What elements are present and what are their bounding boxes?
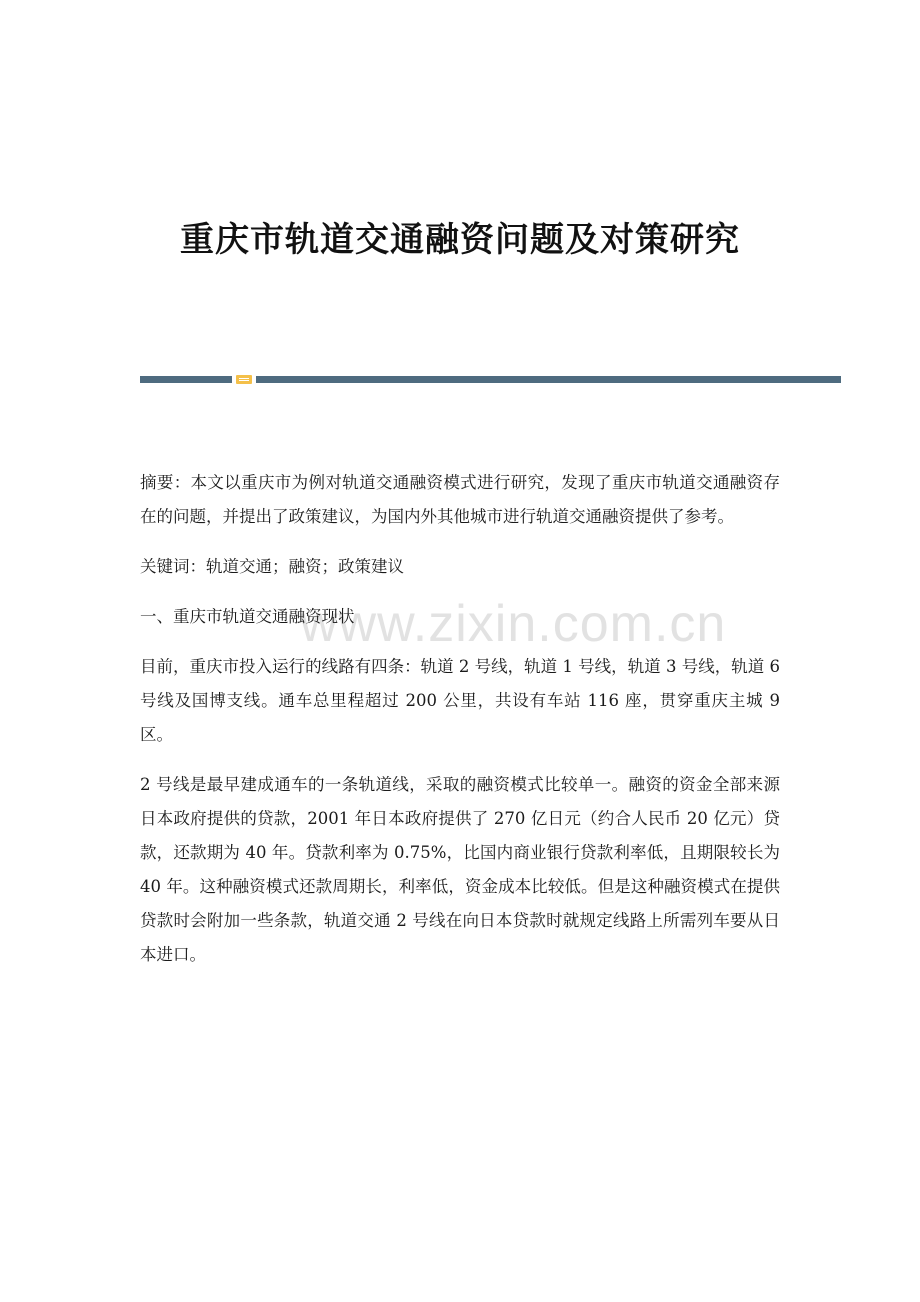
keywords-paragraph: 关键词：轨道交通；融资；政策建议	[140, 557, 404, 576]
section-heading: 一、重庆市轨道交通融资现状	[140, 607, 355, 626]
divider-left-segment	[140, 376, 232, 383]
abstract-paragraph: 摘要：本文以重庆市为例对轨道交通融资模式进行研究，发现了重庆市轨道交通融资存在的问题，并提出了政策建议，为国内外其他城市进行轨道交通融资提供了参考。	[140, 473, 780, 526]
body-paragraph: 2 号线是最早建成通车的一条轨道线，采取的融资模式比较单一。融资的资金全部来源日本政府提供的贷款，2001 年日本政府提供了 270 亿日元（约合人民币 20 亿元）贷款，还款期为 40 年。贷款利率为 0.75%，比国内商业银行贷款利率低，且期限较长为 40 年。这种融资模式还款周期长，利率低，资金成本比较低。但是这种融资模式在提供贷款时会附加一些条款，轨道交通 2 号线在向日本贷款时就规定线路上所需列车要从日本进口。	[140, 775, 780, 964]
document-body	[140, 466, 780, 988]
body-paragraph: 目前，重庆市投入运行的线路有四条：轨道 2 号线，轨道 1 号线，轨道 3 号线，轨道 6 号线及国博支线。通车总里程超过 200 公里，共设有车站 116 座，贯穿重庆主城 9 区。	[140, 657, 780, 744]
document-title: 重庆市轨道交通融资问题及对策研究	[180, 220, 740, 260]
document-emblem-icon	[236, 375, 252, 384]
divider-right-segment	[256, 376, 841, 383]
title-divider	[140, 375, 841, 384]
watermark-text: www.zixin.com.cn	[300, 595, 727, 653]
